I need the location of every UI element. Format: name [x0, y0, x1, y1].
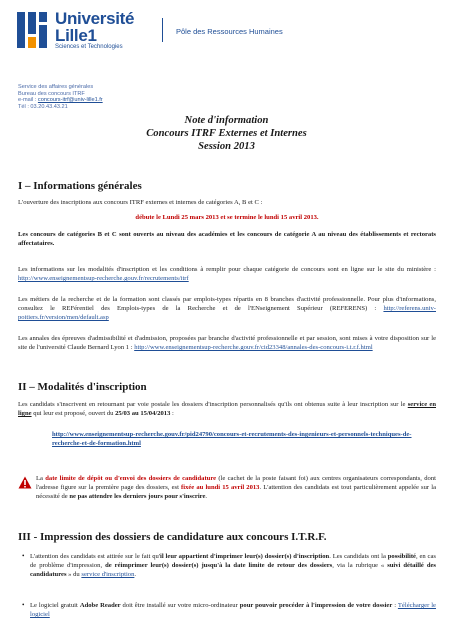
section-3-bullet-2: [30, 601, 436, 619]
section-1-p6-text: Les annales des épreuves d'admissibilité et d'admission, proposées par branche d'activité professionnelle et par session, sont mises à votre disposition sur le site de l'université Claude Bernard Lyon 1 :: [18, 335, 436, 351]
section-1-paragraph-4: [18, 265, 436, 283]
b1-k: .: [134, 571, 137, 578]
section-1-p5-text: Les métiers de la recherche et de la formation sont classés par emplois-types répartis en 8 branches d'activité professionnelle. Pour plus d'informations, consultez le REFérentiel des Emplois-types de la Recherche et de l'ENseignement Supérieur (REFERENS) :: [18, 296, 436, 312]
section-1-paragraph-3: Les concours de catégories B et C sont ouverts au niveau des académies et les concours de catégorie A au niveau des établissements et rectorats affectataires.: [18, 231, 436, 247]
department-name: Pôle des Ressources Humaines: [176, 27, 283, 36]
ministry-itrf-link[interactable]: http://www.enseignementsup-recherche.gouv.fr/recrutements/itrf: [18, 275, 189, 282]
header-divider: [162, 18, 163, 42]
download-software-link[interactable]: Télécharger le logiciel: [30, 602, 436, 618]
section-1-paragraph-5: [18, 295, 436, 322]
section-2-paragraph-1: [18, 400, 436, 418]
section-3-bullet-1: [30, 552, 436, 579]
warning-icon: [18, 476, 32, 489]
warn-f: ne pas attendre les derniers jours pour s'inscrire: [69, 493, 206, 500]
recruitment-link[interactable]: http://www.enseignementsup-recherche.gouv.fr/pid24790/concours-et-recrutements-des-ingenieurs-et-personnels-techniques-de-recherche-et-de-formation.html: [52, 431, 412, 447]
section-2-heading: II – Modalités d'inscription: [18, 381, 147, 393]
title-line-3: Session 2013: [198, 141, 255, 152]
b1-c: . Les candidats ont la: [329, 553, 388, 560]
b2-e: :: [392, 602, 398, 609]
section-1-paragraph-6: [18, 334, 436, 352]
warn-deadline: date limite de dépôt ou d'envoi des dossiers de candidature: [45, 475, 217, 482]
b1-e: , en cas de problème d'impression,: [30, 553, 436, 569]
warn-a: La: [36, 475, 46, 482]
university-logo-icon: [15, 10, 49, 50]
b2-b: Adobe Reader: [79, 602, 121, 609]
registration-service-link[interactable]: service d'inscription: [81, 571, 135, 578]
warn-g: .: [205, 493, 208, 500]
b2-d: pour pouvoir procéder à l'impression de votre dossier: [239, 602, 393, 609]
service-line-2: Bureau des concours ITRF: [18, 90, 85, 97]
deadline-warning-paragraph: [36, 474, 436, 501]
title-line-2: Concours ITRF Externes et Internes: [146, 128, 307, 139]
service-line-1: Service des affaires générales: [18, 84, 94, 90]
service-email-link[interactable]: concours-itrf@univ-lille1.fr: [37, 97, 103, 104]
warn-e: . L'attention des candidats est tout particulièrement appelée sur la nécessité de: [36, 484, 436, 500]
b2-a: Le logiciel gratuit: [30, 602, 80, 609]
b1-i: » du: [66, 571, 82, 578]
b1-g: , via la rubrique «: [332, 562, 388, 569]
service-email-label: e-mail :: [18, 97, 38, 104]
title-line-1: Note d'information: [184, 115, 269, 126]
section-1-p4-text: Les informations sur les modalités d'inscription et les conditions à remplir pour chaque catégorie de concours sont en ligne sur le site du ministère :: [18, 266, 436, 273]
section-2-p1-c: qui leur est proposé, ouvert du: [31, 410, 116, 417]
annales-link[interactable]: http://www.enseignementsup-recherche.gouv.fr/cid23348/annales-des-concours-i.t.r.f.html: [134, 344, 373, 351]
section-1-heading: I – Informations générales: [18, 180, 142, 192]
section-2-p1-dates: 25/03 au 15/04/2013: [115, 410, 171, 417]
b1-d: possibilité: [387, 553, 416, 560]
online-service-text: service en ligne: [18, 401, 436, 417]
section-2-p1-a: Les candidats s'inscrivent en retournant par voie postale les dossiers d'inscription personnalisés qu'ils ont obtenus suite à leur inscription sur le: [18, 401, 408, 408]
logo-line-universite: Université: [55, 9, 135, 28]
b1-a: L'attention des candidats est attirée sur le fait qu': [30, 553, 161, 560]
section-1-dates: débute le Lundi 25 mars 2013 et se termine le lundi 15 avril 2013.: [135, 214, 319, 221]
section-1-paragraph-1: L'ouverture des inscriptions aux concours ITRF externes et internes de catégories A, B et C :: [18, 199, 263, 206]
logo-line-subtitle: Sciences et Technologies: [55, 44, 123, 50]
section-3-heading: III - Impression des dossiers de candidature aux concours I.T.R.F.: [18, 531, 327, 543]
b2-c: doit être installé sur votre micro-ordinateur: [120, 602, 240, 609]
section-2-p1-e: :: [170, 410, 174, 417]
warn-date: fixée au lundi 15 avril 2013: [181, 484, 260, 491]
b1-f: de réimprimer leur(s) dossier(s) jusqu'à la date limite de retour des dossiers: [105, 562, 333, 569]
service-contact-block: [18, 84, 103, 110]
document-title: [0, 114, 453, 153]
bullet-2-icon: •: [22, 601, 25, 609]
university-logo: [15, 10, 165, 52]
warn-c: (le cachet de la poste faisant foi) aux centres organisateurs correspondants, dont l'adresse figure sur la première page des dossiers, est: [36, 475, 436, 491]
service-phone: Tél : 03.20.43.43.21: [18, 103, 68, 110]
logo-line-lille1: Lille1: [55, 26, 97, 45]
service-email-row: [18, 97, 103, 104]
bullet-1-icon: •: [22, 552, 25, 560]
section-2-link-paragraph: [52, 430, 436, 448]
b1-h: suivi détaillé des candidatures: [30, 562, 436, 578]
referens-link[interactable]: http://referens.univ-poitiers.fr/version/men/default.asp: [18, 305, 436, 321]
b1-b: il leur appartient d'imprimer leur(s) dossier(s) d'inscription: [160, 553, 330, 560]
